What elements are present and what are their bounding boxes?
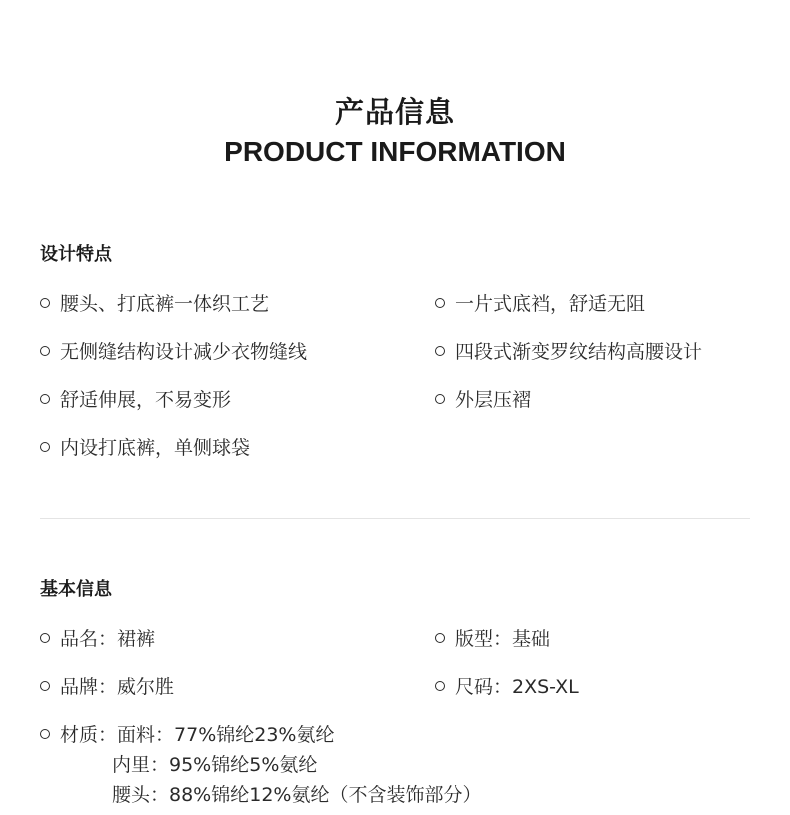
list-item-label: 品牌：威尔胜 [60,676,175,698]
list-item [435,337,702,367]
material-line [40,750,481,780]
list-item [40,385,231,415]
circle-bullet-icon [435,346,445,356]
material-value: 面料：77%锦纶23%氨纶 [117,724,335,746]
basic-info-section [40,576,750,806]
circle-bullet-icon [40,633,50,643]
circle-bullet-icon [435,681,445,691]
page-title-en: PRODUCT INFORMATION [224,136,566,167]
list-item [40,337,307,367]
list-item-label: 版型：基础 [455,628,551,650]
circle-bullet-icon [40,346,50,356]
list-item-label: 品名：裙裤 [60,628,156,650]
section-divider [40,518,750,519]
list-item-label: 尺码：2XS-XL [455,676,579,698]
page-title-cn: 产品信息 [334,95,455,129]
design-features-section [40,241,750,459]
circle-bullet-icon [40,298,50,308]
material-value: 内里：95%锦纶5%氨纶 [112,754,318,776]
list-item-label: 内设打底裤，单侧球袋 [60,437,251,459]
list-item-label: 一片式底裆，舒适无阻 [455,293,646,315]
list-item-label: 外层压褶 [455,389,532,411]
circle-bullet-icon [40,442,50,452]
circle-bullet-icon [40,394,50,404]
material-label: 材质： [60,724,118,746]
material-info [40,720,481,810]
circle-bullet-icon [40,681,50,691]
material-line [40,720,481,750]
list-item-label: 四段式渐变罗纹结构高腰设计 [455,341,703,363]
page-header [0,92,790,170]
list-item [40,624,155,654]
list-item [435,289,645,319]
list-item [40,433,250,463]
material-line [40,780,481,810]
list-item-label: 舒适伸展，不易变形 [60,389,232,411]
list-item [435,385,531,415]
list-item-label: 腰头、打底裤一体织工艺 [60,293,270,315]
circle-bullet-icon [435,633,445,643]
list-item [40,289,269,319]
list-item [435,624,550,654]
circle-bullet-icon [435,298,445,308]
list-item-label: 无侧缝结构设计减少衣物缝线 [60,341,308,363]
circle-bullet-icon [435,394,445,404]
circle-bullet-icon [40,729,50,739]
list-item [40,672,174,702]
material-value: 腰头：88%锦纶12%氨纶（不含装饰部分） [112,784,482,806]
section-title-basic: 基本信息 [40,579,112,600]
section-title-design: 设计特点 [40,244,112,265]
list-item [435,672,579,702]
